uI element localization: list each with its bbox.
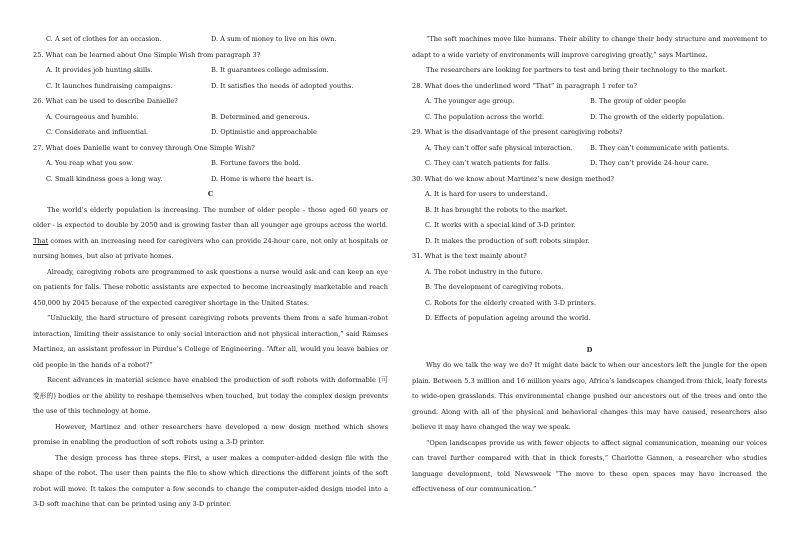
q26-option-d: D. Optimistic and approachable: [211, 128, 317, 136]
q29-option-b: B. They can’t communicate with patients.: [590, 143, 730, 152]
q31-option-d: D. Effects of population ageing around the world.: [425, 314, 591, 322]
q29-stem: 29. What is the disadvantage of the present caregiving robots?: [412, 128, 623, 136]
underlined-word-that: That: [33, 236, 49, 245]
q25-stem: 25. What can be learned about One Simple Wish from paragraph 3?: [33, 50, 261, 59]
q30-option-a: A. It is hard for users to understand.: [425, 190, 548, 198]
q30-option-d: D. It makes the production of soft robots simpler.: [425, 236, 590, 245]
passage-d-paragraph-2: “Open landscapes provide us with fewer objects to affect signal communication, meaning our voices can travel further compared with that in thick forests,” Charlotte Gannon, a researcher who studies language development, told Newsweek “The move to these open spaces may have increased the effectiveness of our communication.”: [412, 438, 767, 493]
q25-options-row: [33, 63, 388, 79]
q29-option-d: D. They can’t provide 24-hour care.: [590, 159, 709, 167]
p1-text-a: The world’s elderly population is increasing. The number of older people - those aged 60 years or older - is expected to double by 2050 and is growing faster than all younger age groups across the world.: [33, 205, 388, 229]
section-d-heading: D: [586, 345, 593, 354]
q30-option-b: B. It has brought the robots to the market.: [425, 205, 568, 214]
q29-options-row: [412, 141, 767, 157]
q28-options-row: [412, 110, 767, 126]
q30-option-c: C. It works with a special kind of 3-D printer.: [425, 221, 576, 229]
passage-c-paragraph-6: The design process has three steps. First, a user makes a computer-added design file with the shape of the robot. The user then paints the file to show which directions the different joints of the soft robot will move. It takes the computer a few seconds to change the computer-aided design model into a 3-D soft machine that can be printed using any 3-D printer.: [33, 453, 388, 508]
q28-option-d: D. The growth of the elderly population.: [590, 112, 725, 121]
q30-stem: 30. What do we know about Martinez’s new design method?: [412, 174, 614, 183]
q24-option-c: C. A set of clothes for an occasion.: [46, 35, 162, 43]
q26-option-c: C. Considerate and influential.: [46, 128, 149, 136]
passage-c-paragraph-7: “The soft machines move like humans. Their ability to change their body structure and movement to adapt to a wide variety of environments will improve caregiving greatly,” says Martinez.: [412, 35, 767, 59]
passage-c-paragraph-2: Already, caregiving robots are programmed to ask questions a nurse would ask and can keep an eye on patients for falls. These robotic assistants are expected to become increasingly marketable and reach 450,000 by 2045 because of the expected caregiver shortage in the United States.: [33, 267, 388, 307]
q25-option-b: B. It guarantees college admission.: [211, 66, 329, 74]
section-c-heading: C: [207, 190, 214, 198]
q28-option-a: A. The younger age group.: [425, 97, 515, 105]
q29-options-row: [412, 156, 767, 172]
q27-option-b: B. Fortune favors the bold.: [211, 159, 301, 167]
passage-d-paragraph-1: Why do we talk the way we do? It might date back to when our ancestors left the jungle for the open plain. Between 5.3 million and 16 million years ago, Africa’s landscapes changed from thick, leafy forests to wide-open grasslands. This environmental change pushed our ancestors out of the trees and onto the ground. Along with all of the physical and behavioral changes this may have caused, researchers also believe it may have changed the way we speak.: [412, 361, 767, 431]
q25-option-a: A. It provides job hunting skills.: [46, 66, 153, 74]
q28-stem: 28. What does the underlined word “That” in paragraph 1 refer to?: [412, 81, 637, 90]
q25-option-c: C. It launches fundraising campaigns.: [46, 81, 173, 90]
q28-option-b: B. The group of older people: [590, 97, 686, 105]
q29-option-c: C. They can’t watch patients for falls.: [425, 159, 551, 167]
q26-option-a: A. Courageous and humble.: [46, 112, 139, 121]
passage-c-paragraph-1: [33, 203, 388, 265]
q28-option-c: C. The population across the world.: [425, 112, 545, 121]
q28-options-row: [412, 94, 767, 110]
q29-option-a: A. They can’t offer safe physical interaction.: [425, 143, 573, 152]
q27-option-d: D. Home is where the heart is.: [211, 174, 314, 183]
passage-c-paragraph-8: The researchers are looking for partners to test and bring their technology to the market.: [426, 66, 728, 74]
q27-options-row: [33, 156, 388, 172]
passage-c-paragraph-3: “Unluckily, the hard structure of present caregiving robots prevents them from a safe human-robot interaction, limiting their assistance to only social interaction and not physical interaction,” said Ramses Martinez, an assistant professor in Purdue’s College of Engineering. “After all, would you leave babies or old people in the hands of a robot?”: [33, 314, 388, 369]
q26-stem: 26. What can be used to describe Danielle?: [33, 97, 178, 105]
q31-option-a: A. The robot industry in the future.: [425, 267, 543, 276]
q27-options-row: [33, 172, 388, 188]
q27-stem: 27. What does Danielle want to convey through One Simple Wish?: [33, 143, 255, 152]
q27-option-a: A. You reap what you sow.: [46, 159, 134, 167]
q31-option-b: B. The development of caregiving robots.: [425, 283, 564, 291]
p1-text-b: comes with an increasing need for caregivers who can provide 24-hour care, not only at hospitals or nursing homes, but also at private homes.: [33, 236, 388, 260]
q31-stem: 31. What is the text mainly about?: [412, 252, 527, 260]
q24-options-row: [33, 32, 388, 48]
section-spacer: [412, 327, 767, 343]
q25-option-d: D. It satisfies the needs of adopted youths.: [211, 81, 354, 90]
right-column: [412, 32, 767, 498]
passage-c-paragraph-4: Recent advances in material science have enabled the production of soft robots with deformable (可变形的) bodies or the ability to reshape themselves when touched, but today the complex design prevents the use of this technology at home.: [33, 376, 388, 415]
q26-option-b: B. Determined and generous.: [211, 112, 310, 121]
q25-options-row: [33, 79, 388, 95]
q26-options-row: [33, 110, 388, 126]
left-column: [33, 32, 388, 513]
passage-c-paragraph-5: However, Martinez and other researchers have developed a new design method which shows promise in enabling the production of soft robots using a 3-D printer.: [33, 422, 388, 446]
q26-options-row: [33, 125, 388, 141]
q24-option-d: D. A sum of money to live on his own.: [211, 35, 337, 43]
q31-option-c: C. Robots for the elderly created with 3-D printers.: [425, 298, 597, 307]
q27-option-c: C. Small kindness goes a long way.: [46, 174, 163, 183]
